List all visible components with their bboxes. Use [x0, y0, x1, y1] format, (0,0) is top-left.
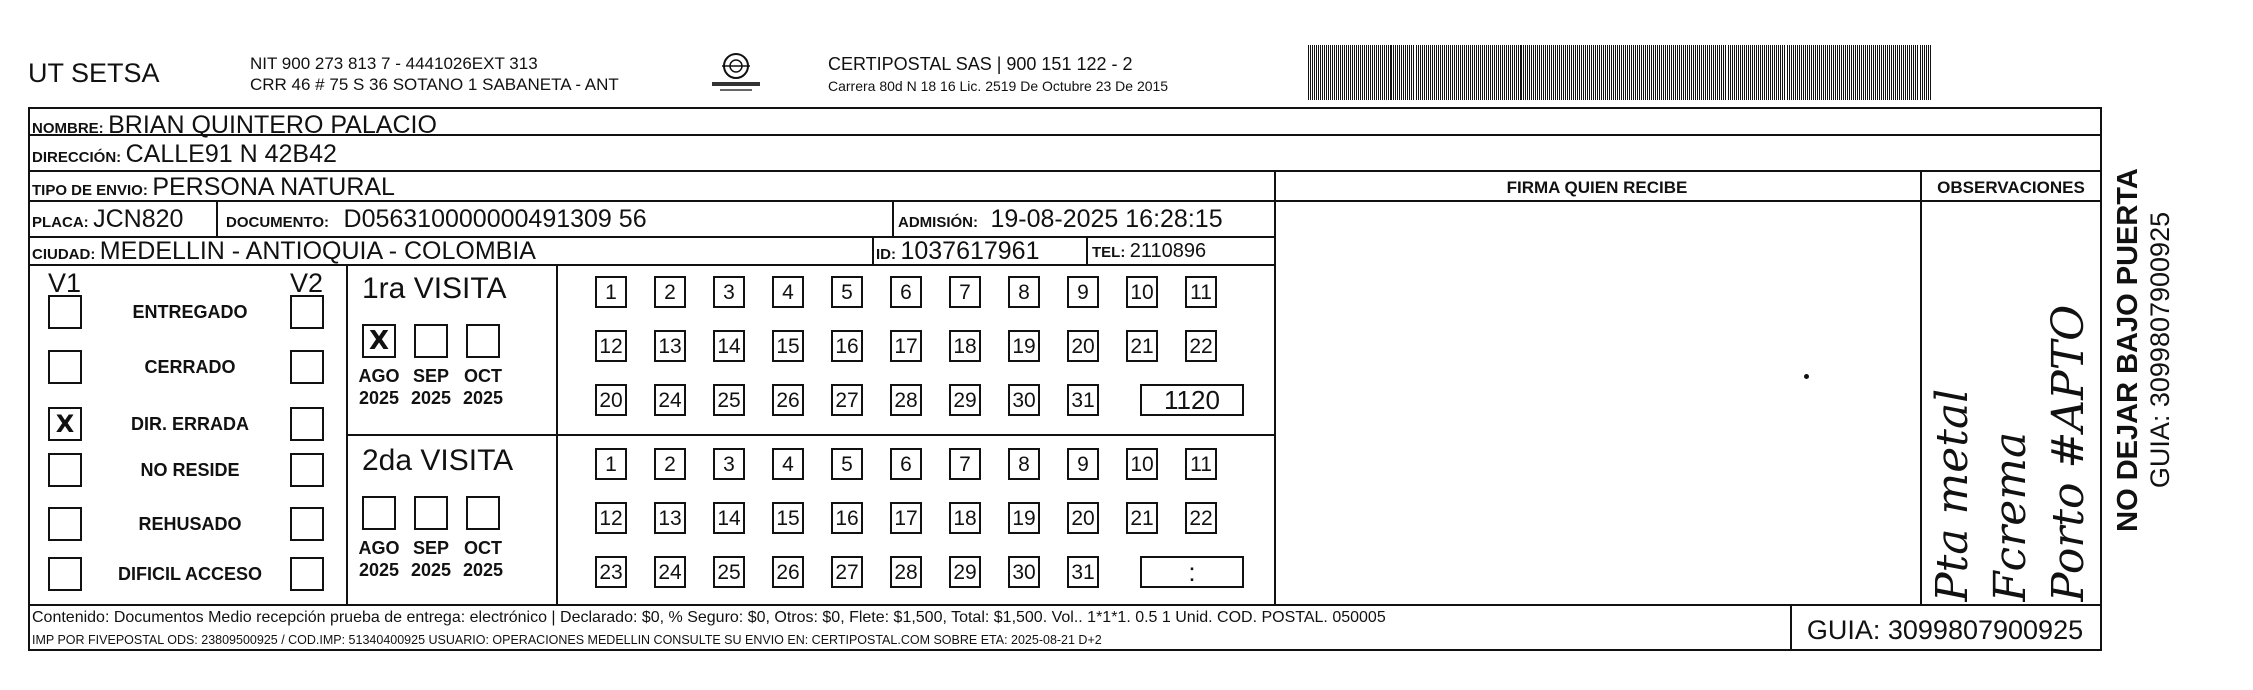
placa-field — [32, 205, 183, 234]
day-box[interactable]: 20 — [595, 384, 627, 416]
month-year: 2025 — [462, 560, 504, 580]
placa-value: JCN820 — [93, 205, 184, 233]
day-box[interactable]: 4 — [772, 276, 804, 308]
nombre-value: BRIAN QUINTERO PALACIO — [108, 111, 437, 139]
footer-guia: GUIA: 3099807900925 — [1806, 615, 2084, 645]
day-box[interactable]: 24 — [654, 556, 686, 588]
day-box[interactable]: 11 — [1185, 276, 1217, 308]
day-box[interactable]: 17 — [890, 330, 922, 362]
month-label: AGO — [358, 366, 400, 386]
day-box[interactable]: 2 — [654, 448, 686, 480]
visit2-title: 2da VISITA — [362, 444, 514, 477]
day-box[interactable]: 22 — [1185, 502, 1217, 534]
day-box[interactable]: 6 — [890, 448, 922, 480]
direccion-value: CALLE91 N 42B42 — [125, 140, 337, 168]
signature-dot — [1804, 374, 1809, 379]
month-checkbox[interactable] — [414, 324, 448, 358]
day-box[interactable]: 14 — [713, 330, 745, 362]
status-v1-checkbox[interactable] — [48, 453, 82, 487]
month-year: 2025 — [358, 388, 400, 408]
admision-value: 19-08-2025 16:28:15 — [990, 205, 1223, 233]
day-box[interactable]: 12 — [595, 330, 627, 362]
observacion-line: Porto #APTO — [2043, 304, 2094, 602]
direccion-row — [32, 140, 337, 169]
day-box[interactable]: 2 — [654, 276, 686, 308]
day-box[interactable]: 27 — [831, 384, 863, 416]
tipo-envio-label: TIPO DE ENVIO: — [32, 182, 148, 199]
admision-field — [898, 205, 1223, 234]
day-box[interactable]: 29 — [949, 384, 981, 416]
day-box[interactable]: 31 — [1067, 556, 1099, 588]
observacion-line: Fcrema — [1985, 431, 2036, 602]
day-box[interactable]: 16 — [831, 502, 863, 534]
nombre-label: NOMBRE: — [32, 120, 104, 137]
day-box[interactable]: 28 — [890, 384, 922, 416]
month-checkbox[interactable]: X — [362, 324, 396, 358]
day-box[interactable]: 4 — [772, 448, 804, 480]
tipo-envio-row — [32, 173, 395, 202]
ciudad-field — [32, 237, 536, 266]
status-v2-checkbox[interactable] — [290, 507, 324, 541]
certipostal-info — [828, 53, 1168, 97]
day-box[interactable]: 20 — [1067, 502, 1099, 534]
day-box[interactable]: 7 — [949, 448, 981, 480]
v1-header: V1 — [48, 268, 82, 298]
company-nit — [250, 53, 619, 95]
day-box[interactable]: 22 — [1185, 330, 1217, 362]
status-v2-checkbox[interactable] — [290, 453, 324, 487]
day-box[interactable]: 9 — [1067, 448, 1099, 480]
certipostal-logo — [708, 50, 764, 96]
side-line1: NO DEJAR BAJO PUERTA — [2112, 168, 2144, 532]
nit-line: NIT 900 273 813 7 - 4441026EXT 313 — [250, 54, 538, 73]
status-option: REHUSADO — [138, 514, 242, 534]
direccion-label: DIRECCIÓN: — [32, 149, 122, 166]
status-v1-checkbox[interactable] — [48, 507, 82, 541]
tel-value: 2110896 — [1129, 240, 1207, 262]
day-box[interactable]: 31 — [1067, 384, 1099, 416]
day-box[interactable]: 13 — [654, 330, 686, 362]
certipostal-license: Carrera 80d N 18 16 Lic. 2519 De Octubre 23 De 2015 — [828, 78, 1169, 94]
day-box[interactable]: 16 — [831, 330, 863, 362]
day-box[interactable]: 18 — [949, 502, 981, 534]
month-year: 2025 — [410, 388, 452, 408]
status-option: NO RESIDE — [140, 460, 240, 480]
day-box[interactable]: 3 — [713, 448, 745, 480]
day-box[interactable]: 19 — [1008, 502, 1040, 534]
day-box[interactable]: 23 — [595, 556, 627, 588]
status-option: DIR. ERRADA — [130, 414, 249, 434]
day-box[interactable]: 21 — [1126, 330, 1158, 362]
day-box[interactable]: 11 — [1185, 448, 1217, 480]
status-v2-checkbox[interactable] — [290, 295, 324, 329]
status-option: ENTREGADO — [132, 302, 248, 322]
day-box[interactable]: 20 — [1067, 330, 1099, 362]
placa-label: PLACA: — [32, 214, 89, 231]
day-box[interactable]: 8 — [1008, 276, 1040, 308]
firma-header: FIRMA QUIEN RECIBE — [1506, 178, 1688, 197]
time-box[interactable]: 1120 — [1140, 384, 1244, 416]
status-v1-checkbox[interactable] — [48, 350, 82, 384]
day-box[interactable]: 1 — [595, 276, 627, 308]
id-field — [876, 237, 1040, 266]
admision-label: ADMISIÓN: — [898, 214, 978, 231]
imp-line: IMP POR FIVEPOSTAL ODS: 23809500925 / COD.IMP: 51340400925 USUARIO: OPERACIONES MEDELLIN CONSULTE SU ENVIO EN: CERTIPOSTAL.COM SOBRE ETA: 2025-08-21 D+2 — [32, 633, 1102, 647]
company-name: UT SETSA — [28, 58, 160, 88]
status-v2-checkbox[interactable] — [290, 407, 324, 441]
day-box[interactable]: 19 — [1008, 330, 1040, 362]
tipo-envio-value: PERSONA NATURAL — [152, 173, 395, 201]
v2-header: V2 — [290, 268, 324, 298]
day-box[interactable]: 30 — [1008, 556, 1040, 588]
day-box[interactable]: 8 — [1008, 448, 1040, 480]
day-box[interactable]: 28 — [890, 556, 922, 588]
month-label: OCT — [464, 538, 502, 558]
barcode — [1308, 45, 1938, 100]
day-box[interactable]: 14 — [713, 502, 745, 534]
status-v1-checkbox[interactable] — [48, 557, 82, 591]
day-box[interactable]: 1 — [595, 448, 627, 480]
day-box[interactable]: 29 — [949, 556, 981, 588]
address-line: CRR 46 # 75 S 36 SOTANO 1 SABANETA - ANT — [250, 75, 619, 94]
month-label: SEP — [412, 366, 450, 386]
certipostal-name: CERTIPOSTAL SAS | 900 151 122 - 2 — [828, 54, 1133, 74]
side-notice — [2112, 120, 2202, 580]
nombre-row — [32, 111, 437, 140]
day-box[interactable]: 26 — [772, 556, 804, 588]
day-box[interactable]: 7 — [949, 276, 981, 308]
documento-field — [226, 205, 647, 234]
month-year: 2025 — [410, 560, 452, 580]
visit1-title: 1ra VISITA — [362, 272, 507, 305]
status-option: CERRADO — [144, 357, 236, 377]
day-box[interactable]: 24 — [654, 384, 686, 416]
tel-label: TEL: — [1092, 244, 1126, 261]
documento-value: D056310000000491309 56 — [343, 205, 647, 233]
contenido-line: Contenido: Documentos Medio recepción prueba de entrega: electrónico | Declarado: $0, % Seguro: $0, Otros: $0, Flete: $1,500, Total: $1,500. Vol.. 1*1*1. 0.5 1 Unid. COD. POSTAL. 050005 — [32, 609, 1386, 626]
day-box[interactable]: 15 — [772, 502, 804, 534]
observacion-line: Pta metal — [1927, 388, 1978, 602]
month-label: SEP — [412, 538, 450, 558]
status-option: DIFICIL ACCESO — [117, 564, 262, 584]
day-box[interactable]: 15 — [772, 330, 804, 362]
month-label: OCT — [464, 366, 502, 386]
status-v1-checkbox[interactable]: X — [48, 407, 82, 441]
month-checkbox[interactable] — [362, 496, 396, 530]
status-v2-checkbox[interactable] — [290, 350, 324, 384]
month-label: AGO — [358, 538, 400, 558]
day-box[interactable]: 5 — [831, 276, 863, 308]
month-checkbox[interactable] — [466, 324, 500, 358]
id-value: 1037617961 — [900, 237, 1040, 265]
day-box[interactable]: 26 — [772, 384, 804, 416]
ciudad-value: MEDELLIN - ANTIOQUIA - COLOMBIA — [99, 237, 536, 265]
day-box[interactable]: 25 — [713, 384, 745, 416]
day-box[interactable]: 3 — [713, 276, 745, 308]
side-line2: GUIA: 3099807900925 — [2145, 211, 2175, 489]
month-year: 2025 — [358, 560, 400, 580]
documento-label: DOCUMENTO: — [226, 214, 330, 231]
observaciones-header: OBSERVACIONES — [1937, 178, 2085, 197]
day-box[interactable]: 6 — [890, 276, 922, 308]
day-box[interactable]: 27 — [831, 556, 863, 588]
day-box[interactable]: 18 — [949, 330, 981, 362]
month-year: 2025 — [462, 388, 504, 408]
day-box[interactable]: 12 — [595, 502, 627, 534]
day-box[interactable]: 25 — [713, 556, 745, 588]
observaciones-notes — [1924, 206, 2098, 602]
day-box[interactable]: 10 — [1126, 448, 1158, 480]
day-box[interactable]: 13 — [654, 502, 686, 534]
ciudad-label: CIUDAD: — [32, 246, 96, 263]
day-box[interactable]: 10 — [1126, 276, 1158, 308]
status-v2-checkbox[interactable] — [290, 557, 324, 591]
month-checkbox[interactable] — [466, 496, 500, 530]
day-box[interactable]: 17 — [890, 502, 922, 534]
day-box[interactable]: 30 — [1008, 384, 1040, 416]
day-box[interactable]: 21 — [1126, 502, 1158, 534]
status-v1-checkbox[interactable] — [48, 295, 82, 329]
time-box[interactable]: : — [1140, 556, 1244, 588]
month-checkbox[interactable] — [414, 496, 448, 530]
tel-field — [1092, 240, 1206, 263]
day-box[interactable]: 5 — [831, 448, 863, 480]
day-box[interactable]: 9 — [1067, 276, 1099, 308]
id-label: ID: — [876, 246, 896, 263]
